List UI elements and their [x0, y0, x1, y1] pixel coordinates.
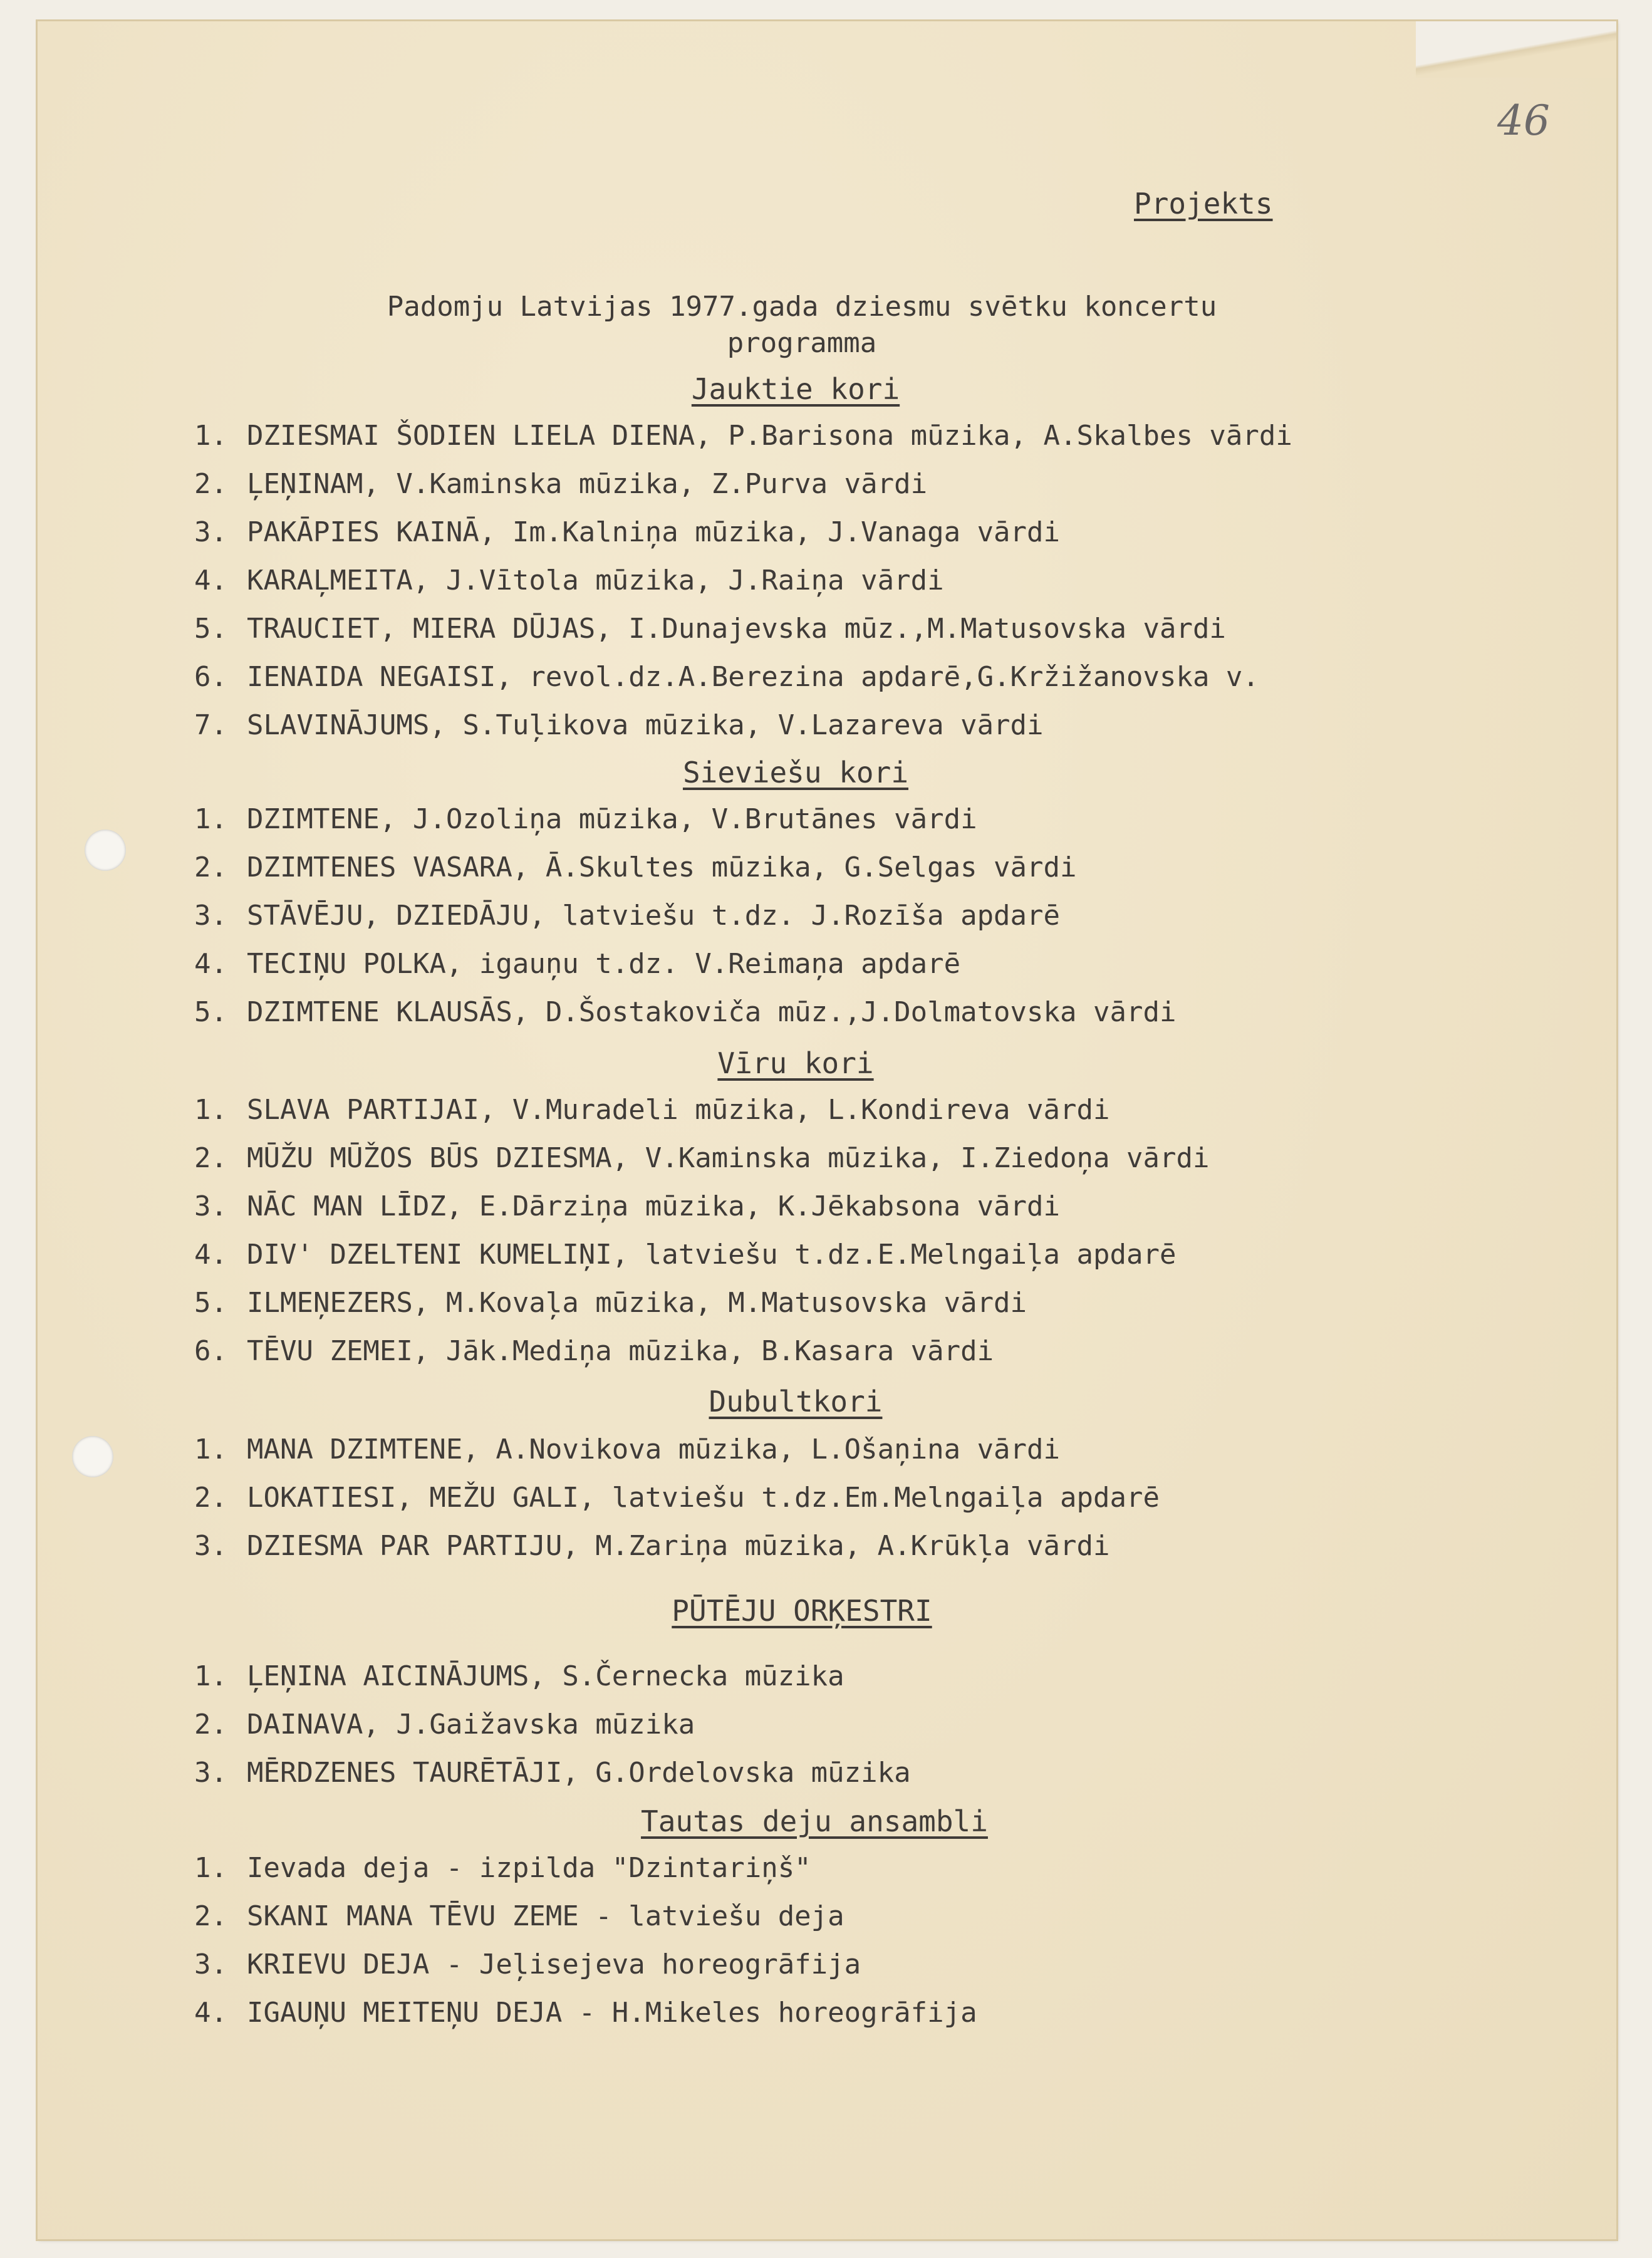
punch-hole-top [85, 830, 126, 871]
item-number: 2. [194, 1142, 227, 1174]
program-item [194, 1484, 1160, 1512]
program-item [194, 1900, 844, 1932]
item-number: 3. [194, 1948, 227, 1980]
item-text: NĀC MAN LĪDZ, E.Dārziņa mūzika, K.Jēkabsona vārdi [247, 1190, 1061, 1222]
program-item [194, 1096, 1110, 1124]
program-item [194, 468, 928, 500]
item-text: TRAUCIET, MIERA DŪJAS, I.Dunajevska mūz.,M.Matusovska vārdi [247, 613, 1226, 645]
item-number: 3. [194, 1190, 227, 1222]
item-number: 4. [194, 948, 227, 980]
program-item [194, 996, 1177, 1028]
item-number: 4. [194, 1997, 227, 2029]
item-number: 1. [194, 1660, 227, 1692]
item-number: 2. [194, 1900, 227, 1932]
section-heading-brass-bands: PŪTĒJU ORĶESTRI [672, 1594, 932, 1628]
item-number: 3. [194, 1530, 227, 1562]
item-number: 4. [194, 564, 227, 596]
item-number: 1. [194, 1094, 227, 1126]
punch-hole-bottom [72, 1436, 113, 1477]
item-number: 4. [194, 1239, 227, 1271]
program-item [194, 950, 960, 978]
program-item [194, 564, 944, 596]
program-item [194, 1289, 1027, 1317]
program-item [194, 709, 1044, 741]
program-item [194, 516, 1061, 548]
program-item [194, 1241, 1176, 1269]
item-number: 6. [194, 661, 227, 693]
item-text: PAKĀPIES KAINĀ, Im.Kalniņa mūzika, J.Vanaga vārdi [247, 516, 1061, 548]
item-number: 2. [194, 468, 227, 500]
program-item [194, 615, 1226, 643]
item-text: ILMEŅEZERS, M.Kovaļa mūzika, M.Matusovska vārdi [247, 1287, 1027, 1319]
item-number: 6. [194, 1335, 227, 1367]
item-text: DZIMTENE, J.Ozoliņa mūzika, V.Brutānes vārdi [247, 803, 977, 835]
item-number: 3. [194, 1757, 227, 1789]
item-number: 7. [194, 709, 227, 741]
item-text: TĒVU ZEMEI, Jāk.Mediņa mūzika, B.Kasara vārdi [247, 1335, 994, 1367]
item-number: 3. [194, 900, 227, 932]
program-item [194, 1335, 994, 1367]
status-label: Projekts [1134, 187, 1273, 221]
program-item [194, 1190, 1061, 1222]
torn-corner [1416, 21, 1616, 78]
item-number: 1. [194, 420, 227, 452]
item-text: MĒRDZENES TAURĒTĀJI, G.Ordelovska mūzika [247, 1757, 911, 1789]
section-heading-womens-choirs: Sieviešu kori [682, 756, 909, 789]
document-page [38, 21, 1616, 2239]
program-item [194, 1852, 811, 1884]
item-text: KRIEVU DEJA - Jeļisejeva horeogrāfija [247, 1948, 861, 1980]
program-item [194, 1948, 861, 1980]
section-heading-double-choirs: Dubultkori [709, 1385, 883, 1418]
item-text: Ievada deja - izpilda "Dzintariņš" [247, 1852, 811, 1884]
program-item [194, 851, 1077, 883]
item-text: MANA DZIMTENE, A.Novikova mūzika, L.Ošaņina vārdi [247, 1433, 1061, 1465]
item-text: IGAUŅU MEITEŅU DEJA - H.Mikeles horeogrāfija [247, 1997, 977, 2029]
item-text: DZIMTENES VASARA, Ā.Skultes mūzika, G.Selgas vārdi [247, 851, 1077, 883]
document-title-line-1: Padomju Latvijas 1977.gada dziesmu svētku koncertu [387, 291, 1217, 323]
section-heading-mens-choirs: Vīru kori [717, 1046, 874, 1080]
item-number: 5. [194, 1287, 227, 1319]
program-item [194, 1999, 977, 2027]
program-item [194, 803, 977, 835]
item-text: DZIESMAI ŠODIEN LIELA DIENA, P.Barisona mūzika, A.Skalbes vārdi [247, 420, 1292, 452]
item-number: 1. [194, 803, 227, 835]
item-text: ĻEŅINA AICINĀJUMS, S.Černecka mūzika [247, 1660, 844, 1692]
item-text: IENAIDA NEGAISI, revol.dz.A.Berezina apdarē,G.Kržižanovska v. [247, 661, 1259, 693]
item-text: SLAVINĀJUMS, S.Tuļikova mūzika, V.Lazareva vārdi [247, 709, 1044, 741]
item-text: SKANI MANA TĒVU ZEME - latviešu deja [247, 1900, 844, 1932]
item-text: DZIMTENE KLAUSĀS, D.Šostakoviča mūz.,J.Dolmatovska vārdi [247, 996, 1177, 1028]
item-number: 2. [194, 1482, 227, 1514]
item-text: ĻEŅINAM, V.Kaminska mūzika, Z.Purva vārdi [247, 468, 928, 500]
item-number: 3. [194, 516, 227, 548]
item-text: LOKATIESI, MEŽU GALI, latviešu t.dz.Em.Melngaiļa apdarē [247, 1482, 1160, 1514]
program-item [194, 1660, 844, 1692]
item-number: 2. [194, 1709, 227, 1740]
item-text: DAINAVA, J.Gaižavska mūzika [247, 1709, 695, 1740]
section-heading-folk-dance: Tautas deju ansambli [641, 1804, 988, 1838]
item-text: STĀVĒJU, DZIEDĀJU, latviešu t.dz. J.Rozīša apdarē [247, 900, 1061, 932]
item-text: MŪŽU MŪŽOS BŪS DZIESMA, V.Kaminska mūzika, I.Ziedoņa vārdi [247, 1142, 1210, 1174]
item-number: 5. [194, 996, 227, 1028]
program-item [194, 1142, 1210, 1174]
item-number: 2. [194, 851, 227, 883]
program-item [194, 1759, 911, 1787]
item-text: KARAĻMEITA, J.Vītola mūzika, J.Raiņa vārdi [247, 564, 944, 596]
program-item [194, 1532, 1110, 1560]
program-item [194, 1711, 695, 1739]
section-heading-mixed-choirs: Jauktie kori [691, 372, 900, 406]
document-title-line-2: programma [727, 327, 877, 359]
item-text: DZIESMA PAR PARTIJU, M.Zariņa mūzika, A.Krūkļa vārdi [247, 1530, 1110, 1562]
item-number: 1. [194, 1433, 227, 1465]
program-item [194, 902, 1060, 930]
item-text: TECIŅU POLKA, igauņu t.dz. V.Reimaņa apdarē [247, 948, 961, 980]
program-item [194, 422, 1292, 450]
program-item [194, 1433, 1061, 1465]
item-text: SLAVA PARTIJAI, V.Muradeli mūzika, L.Kondireva vārdi [247, 1094, 1110, 1126]
item-number: 5. [194, 613, 227, 645]
item-number: 1. [194, 1852, 227, 1884]
handwritten-page-number: 46 [1497, 96, 1550, 145]
program-item [194, 663, 1259, 691]
item-text: DIV' DZELTENI KUMELIŅI, latviešu t.dz.E.Melngaiļa apdarē [247, 1239, 1177, 1271]
